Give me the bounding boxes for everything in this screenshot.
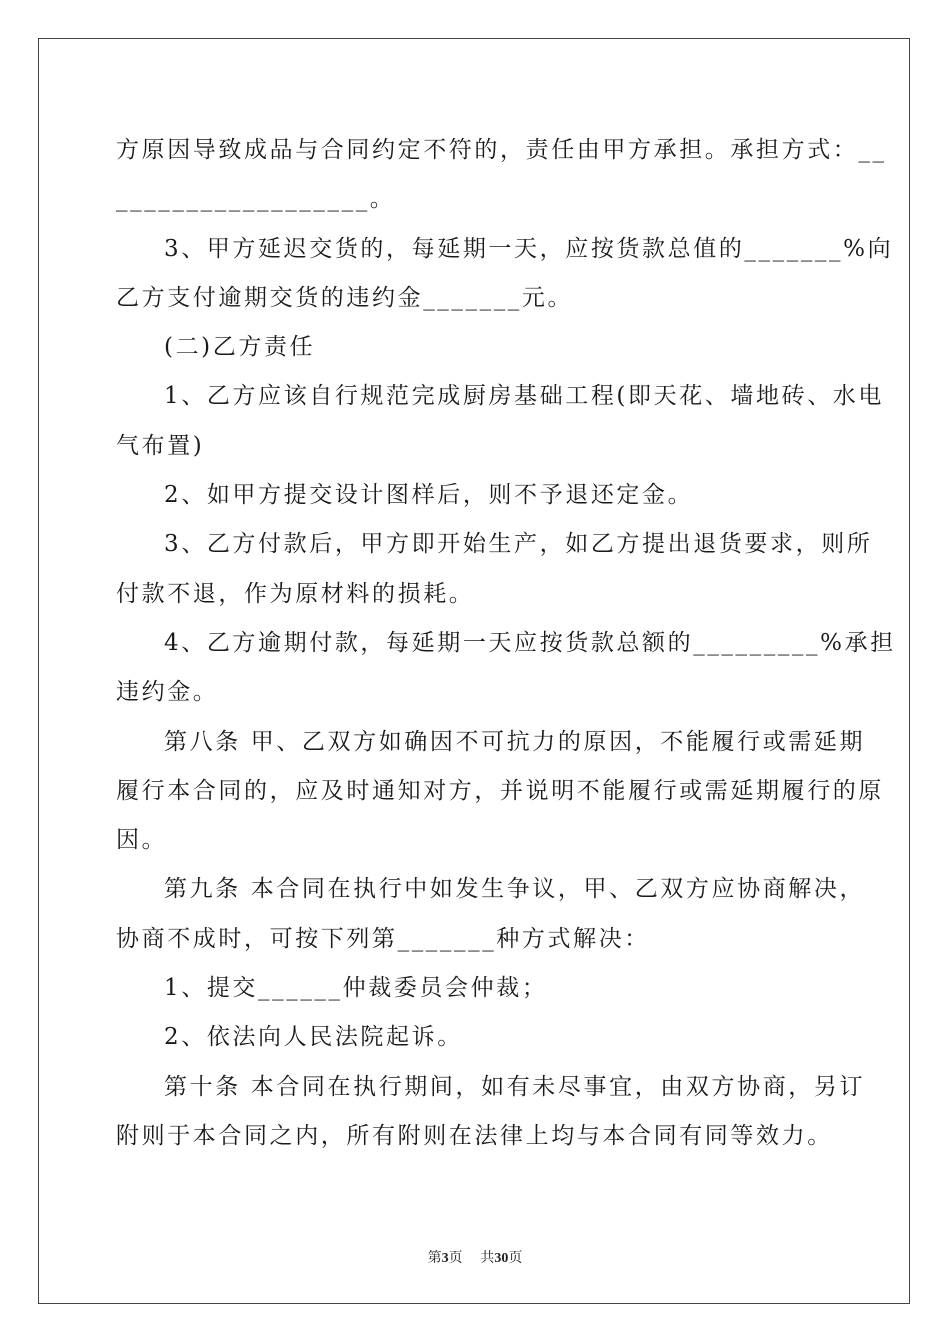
text-line: 气布置) xyxy=(116,432,205,459)
text-line: 1、乙方应该自行规范完成厨房基础工程(即天花、墙地砖、水电 xyxy=(164,383,885,410)
text-line: 乙方支付逾期交货的违约金_______元。 xyxy=(116,284,574,311)
text-line: 4、乙方逾期付款，每延期一天应按货款总额的_________%承担 xyxy=(164,629,896,656)
footer-page-suffix: 页 xyxy=(448,1250,463,1266)
footer-total-suffix: 页 xyxy=(508,1250,523,1266)
text-line: (二)乙方责任 xyxy=(164,334,316,361)
text-line: 违约金。 xyxy=(116,679,219,706)
footer-page-prefix: 第 xyxy=(427,1250,442,1266)
text-line: 因。 xyxy=(116,827,168,854)
text-line: 3、乙方付款后，甲方即开始生产，如乙方提出退货要求，则所 xyxy=(164,531,873,558)
text-line: 方原因导致成品与合同约定不符的，责任由甲方承担。承担方式：__ xyxy=(116,137,887,163)
text-line: 第十条 本合同在执行期间，如有未尽事宜，由双方协商，另订 xyxy=(164,1073,866,1100)
footer-page-number: 3 xyxy=(441,1251,449,1266)
text-line: 付款不退，作为原材料的损耗。 xyxy=(116,580,475,607)
text-line: 2、依法向人民法院起诉。 xyxy=(164,1024,463,1051)
text-line: 第八条 甲、乙双方如确因不可抗力的原因，不能履行或需延期 xyxy=(164,728,866,755)
text-line: 附则于本合同之内，所有附则在法律上均与本合同有同等效力。 xyxy=(116,1122,833,1149)
text-line: __________________。 xyxy=(116,186,396,213)
page-footer xyxy=(0,1247,950,1267)
text-line: 1、提交______仲裁委员会仲裁； xyxy=(164,975,548,1002)
text-line: 履行本合同的，应及时通知对方，并说明不能履行或需延期履行的原 xyxy=(116,777,884,804)
text-line: 3、甲方延迟交货的，每延期一天，应按货款总值的_______%向 xyxy=(164,235,894,262)
document-body xyxy=(116,126,896,1161)
text-line: 第九条 本合同在执行中如发生争议，甲、乙双方应协商解决， xyxy=(164,876,866,903)
footer-total-pages: 30 xyxy=(494,1251,509,1266)
text-line: 2、如甲方提交设计图样后，则不予退还定金。 xyxy=(164,482,694,509)
footer-total-prefix: 共 xyxy=(480,1250,495,1266)
text-line: 协商不成时，可按下列第_______种方式解决： xyxy=(116,925,650,952)
